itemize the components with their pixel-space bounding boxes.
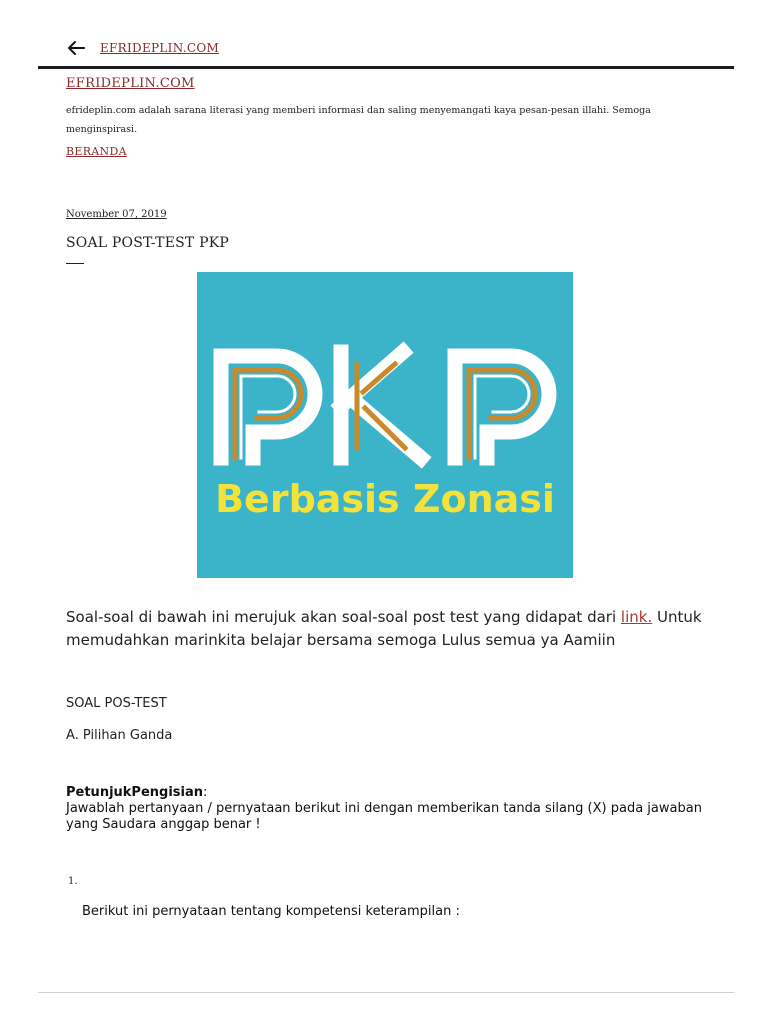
back-arrow-icon[interactable] <box>66 38 86 58</box>
home-link[interactable]: BERANDA <box>66 145 127 158</box>
instruction-label: PetunjukPengisian <box>66 785 204 800</box>
instruction-colon: : <box>203 785 208 800</box>
bottom-divider <box>38 992 734 993</box>
question-number: 1. <box>68 876 78 887</box>
top-site-link[interactable]: EFRIDEPLIN.COM <box>100 41 220 55</box>
question-text: Berikut ini pernyataan tentang kompetensi keterampilan : <box>82 904 460 919</box>
pkp-hero-image <box>197 272 573 578</box>
post-title: SOAL POST-TEST PKP <box>66 235 230 251</box>
hero-caption: Berbasis Zonasi <box>215 477 555 521</box>
intro-text-after: Untuk memudahkan marinkita belajar bersama semoga Lulus semua ya Aamiin <box>66 608 702 649</box>
site-description: efrideplin.com adalah sarana literasi yang memberi informasi dan saling menyemangati kaya pesan-pesan illahi. Semoga menginspirasi. <box>66 105 651 135</box>
post-date[interactable]: November 07, 2019 <box>66 209 167 220</box>
header-divider <box>38 66 734 69</box>
section-heading: SOAL POS-TEST <box>66 696 167 711</box>
top-bar <box>66 36 219 60</box>
instruction-block <box>66 785 706 833</box>
intro-text-before: Soal-soal di bawah ini merujuk akan soal-soal post test yang didapat dari <box>66 608 621 626</box>
instruction-text: Jawablah pertanyaan / pernyataan berikut ini dengan memberikan tanda silang (X) pada jawaban yang Saudara anggap benar ! <box>66 801 702 832</box>
subsection-heading: A. Pilihan Ganda <box>66 728 173 743</box>
intro-paragraph <box>66 606 706 652</box>
title-underline <box>66 263 84 264</box>
source-link[interactable]: link. <box>620 608 653 626</box>
site-title-link[interactable]: EFRIDEPLIN.COM <box>66 76 195 91</box>
